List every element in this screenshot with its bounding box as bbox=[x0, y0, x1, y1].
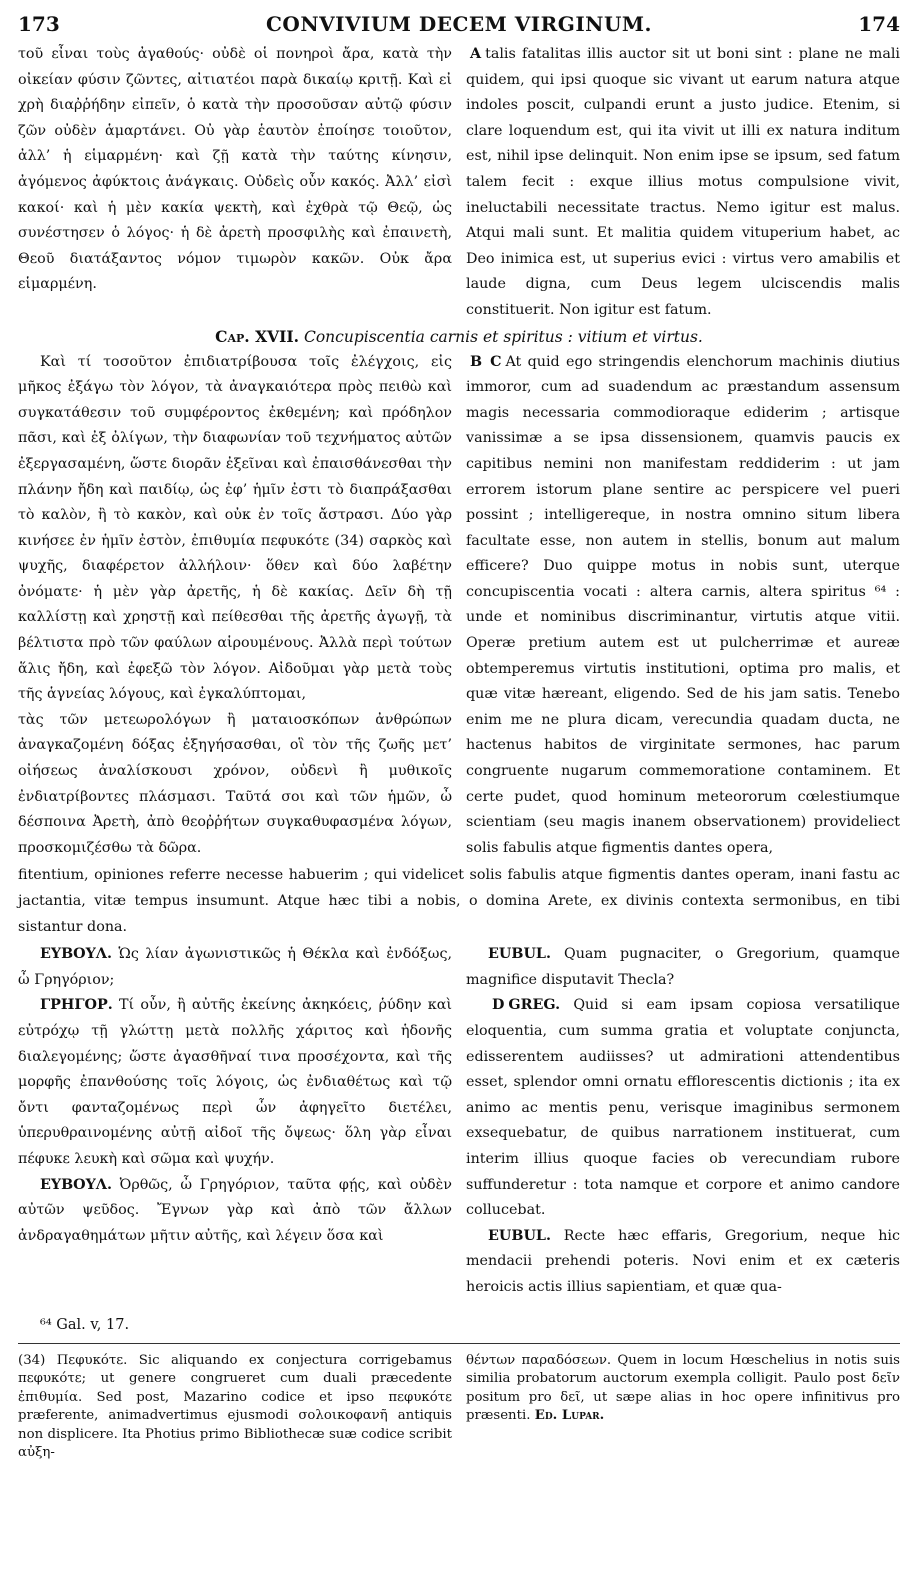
chapter-title: Concupiscentia carnis et spiritus : vitium et virtus. bbox=[303, 327, 703, 346]
latin-speech-2 bbox=[466, 993, 900, 1223]
dialogue-section bbox=[18, 942, 900, 1300]
speaker-label: EUBUL. bbox=[488, 1227, 551, 1244]
latin-speech-1 bbox=[466, 942, 900, 993]
footnote-right-text: θέντων παραδόσεων. Quem in locum Hœschelius in notis suis similia probatorum auctorum exempla colligit. Paulo post δεῖν positum pro δεῖ, ut sæpe alias in hoc opere infinitivus pro præsenti. bbox=[466, 1352, 900, 1423]
latin-text: talis fatalitas illis auctor sit ut boni sint : plane ne mali quidem, qui ipsi quoque sic vivant ut earum natura atque indoles poscit, culpandi erunt a justo judice. Etenim, si clare loquendum est, qui ita vivit ut illi ex natura inditum est, nihil ipse delinquit. Non enim ipse se ipsum, sed fatum talem fecit : exque illius motus compulsione vivit, ineluctabili necessitate tractus. Nemo igitur est malus. Atqui mali sunt. Et malitia quidem vituperium habet, ac Deo inimica est, ut superius evici : virtus vero amabilis et laude digna, cum Deus legem ulciscendis malis constituerit. Non igitur est fatum. bbox=[466, 46, 900, 318]
latin-paragraph bbox=[466, 42, 900, 324]
section-marker-c: C bbox=[490, 353, 502, 370]
greek-speech-1 bbox=[18, 942, 452, 993]
speech-text: Recte hæc effaris, Gregorium, neque hic mendacii prehendi poteris. Novi enim et ex cæteris heroicis actis illius sapientiam, et quæ qua- bbox=[466, 1227, 900, 1295]
greek-column-top bbox=[18, 42, 452, 324]
speech-text: Quam pugnaciter, o Gregorium, quamque magnifice disputavit Thecla? bbox=[466, 946, 900, 988]
greek-column-mid bbox=[18, 350, 452, 862]
greek-paragraph: τοῦ εἶναι τοὺς ἀγαθούς· οὐδὲ οἱ πονηροὶ ἄρα, κατὰ τὴν οἰκείαν φύσιν ζῶντες, αἰτιατέοι παρὰ δικαίῳ κριτῇ. Καὶ εἰ χρὴ διαῤῥήδην εἰπεῖν, ὁ κατὰ τὴν προσοῦσαν αὐτῷ φύσιν ζῶν οὐδὲν ἁμαρτάνει. Οὐ γὰρ ἑαυτὸν ἐποίησε τοιοῦτον, ἀλλ’ ἡ εἱμαρμένη· καὶ ζῇ κατὰ τὴν ταύτης κίνησιν, ἀγόμενος ἀφύκτοις ἀνάγκαις. Οὐδεὶς οὖν κακός. Ἀλλ’ εἰσὶ κακοί· καὶ ἡ μὲν κακία ψεκτὴ, καὶ ἐχθρὰ τῷ Θεῷ, ὡς συνέστησεν ὁ λόγος· ἡ δὲ ἀρετὴ προσφιλὴς καὶ ἐπαινετὴ, Θεοῦ διατάξαντος νόμον τιμωρὸν κακῶν. Οὐκ ἄρα εἱμαρμένη. bbox=[18, 46, 452, 293]
footnotes bbox=[18, 1343, 900, 1463]
speaker-label: GREG. bbox=[508, 997, 561, 1014]
full-width-continuation: fitentium, opiniones referre necesse habuerim ; qui videlicet solis fabulis atque figmentis dantes operam, inani fastu ac jactantia, vitæ tempus insumunt. Atque hæc tibi a nobis, o domina Arete, ex divinis contexta sermonibus, en tibi sistantur dona. bbox=[18, 867, 900, 935]
latin-dialogue bbox=[466, 942, 900, 1300]
greek-paragraph-b: Καὶ τί τοσοῦτον ἐπιδιατρίβουσα τοῖς ἐλέγχοις, εἰς μῆκος ἐξάγω τὸν λόγον, τὰ ἀναγκαιότερα πρὸς πειθὼ καὶ συγκατάθεσιν τοῦ συμφέροντος ἐκθεμένη; καὶ πρόδηλον πᾶσι, καὶ ἐξ ὀλίγων, τὴν διαφωνίαν τοῦ τεχνήματος αὐτῶν ἐξεργασαμένη, ὥστε διορᾶν ἐξεῖναι καὶ ἐπαισθάνεσθαι τὴν πλάνην ἤδη καὶ παιδίῳ, ὡς ἐφ’ ἡμῖν ἐστι τὸ διαπράξασθαι τὸ καλὸν, ἢ τὸ κακὸν, καὶ οὐκ ἐν τοῖς ἄστρασι. Δύο γὰρ κινήσεε ἐν ἡμῖν ἐστὸν, ἐπιθυμία πεφυκότε (34) σαρκὸς καὶ ψυχῆς, διαφέρετον ἀλλήλοιν· ὅθεν καὶ δύο λαβέτην ὀνόματε· ἡ μὲν γὰρ ἀρετῆς, ἡ δὲ κακίας. Δεῖν δὴ τῇ καλλίστῃ καὶ χρηστῇ καὶ πείθεσθαι τῆς ἀρετῆς ἀγωγῇ, τὰ βέλτιστα πρὸ τῶν φαύλων αἱρουμένους. Ἀλλὰ περὶ τούτων ἅλις ἤδη, καὶ ἐφεξῶ τὸν λόγον. Αἰδοῦμαι γὰρ μετὰ τοὺς τῆς ἁγνείας λόγους, καὶ ἐγκαλύπτομαι, bbox=[18, 353, 452, 703]
middle-section bbox=[18, 350, 900, 862]
speech-text: Quid si eam ipsam copiosa versatilique eloquentia, cum summa gratia et voluptate conjuncta, edisserentem audiisses? ut admirationi attendentibus esset, splendor omni ornatu efflorescentis dictionis ; ita ex animo ac mentis penu, verisque imaginibus sermonem exsequebatur, de quibus narrationem instituerat, cum interim illius quoque facies ob verecundiam rubore suffunderetur : tota namque et corpore et animo candore collucebat. bbox=[466, 997, 901, 1219]
top-section bbox=[18, 42, 900, 324]
speech-text: Τί οὖν, ἢ αὐτῆς ἐκείνης ἀκηκόεις, ῥύδην καὶ εὐτρόχῳ τῇ γλώττῃ μετὰ πολλῆς χάριτος καὶ ἡδονῆς διαλεγομένης; ὥστε ἀγασθῆναί τινα προσέχοντα, καὶ τῆς μορφῆς ἐπανθούσης τοῖς λόγοις, ὡς ἐνδιαθέτως καὶ τῷ ὄντι φανταζομένως περὶ ὧν ἀφηγεῖτο διετέλει, ὑπερυθραινομένης αὐτῇ αἰδοῖ τῆς ὄψεως· ὅλη γὰρ εἶναι πέφυκε λευκὴ καὶ σῶμα καὶ ψυχήν. bbox=[18, 997, 452, 1167]
running-header bbox=[18, 12, 900, 36]
speaker-label: ΕΥΒΟΥΛ. bbox=[40, 946, 112, 963]
footnote-reference: ⁶⁴ Gal. v, 17. bbox=[40, 1316, 130, 1333]
chapter-heading bbox=[18, 327, 900, 346]
latin-paragraph-mid bbox=[466, 350, 900, 862]
footnote-left: (34) Πεφυκότε. Sic aliquando ex conjectura corrigebamus πεφυκότε; ut genere congrueret cum duali præcedente ἐπιθυμία. Sed post, Mazarino codice et ipso πεφυκότε præferente, animadvertimus ejusmodi σολοικοφανῆ antiquis non displicere. Ita Photius primo Bibliothecæ suæ codice scribit αὐξη- bbox=[18, 1352, 452, 1460]
footnote-right bbox=[466, 1352, 900, 1463]
speaker-label: ΕΥΒΟΥΛ. bbox=[40, 1176, 112, 1193]
greek-speech-3 bbox=[18, 1173, 452, 1250]
latin-speech-3 bbox=[466, 1224, 900, 1301]
page bbox=[18, 12, 900, 1463]
editor-signature: Ed. Lupar. bbox=[534, 1408, 605, 1423]
left-page-number: 173 bbox=[18, 12, 60, 36]
latin-column-top bbox=[466, 42, 900, 324]
right-page-number: 174 bbox=[858, 12, 900, 36]
speaker-label: ΓΡΗΓΟΡ. bbox=[40, 997, 113, 1014]
section-marker-a: A bbox=[470, 46, 482, 62]
greek-dialogue bbox=[18, 942, 452, 1300]
section-marker-b: B bbox=[470, 353, 483, 370]
speaker-label: EUBUL. bbox=[488, 946, 551, 963]
speech-text: Ὀρθῶς, ὦ Γρηγόριον, ταῦτα φῄς, καὶ οὐδὲν αὐτῶν ψεῦδος. Ἔγνων γὰρ καὶ ἀπὸ τῶν ἄλλων ἀνδραγαθημάτων μῆτιν αὐτῆς, καὶ λέγειν ὅσα καὶ bbox=[18, 1176, 453, 1244]
latin-column-mid bbox=[466, 350, 900, 862]
section-marker-d: D bbox=[492, 997, 505, 1014]
greek-speech-2 bbox=[18, 993, 452, 1172]
greek-paragraph-c: τὰς τῶν μετεωρολόγων ἢ ματαιοσκόπων ἀνθρώπων ἀναγκαζομένη δόξας ἐξηγήσασθαι, οἳ τὸν τῆς ζωῆς μετ’ οἰήσεως ἀναλίσκουσι χρόνον, οὐδενὶ ἢ μυθικοῖς ἐνδιατρίβοντες πλάσμασι. Ταῦτά σοι καὶ τῶν ἡμῶν, ὦ δέσποινα Ἀρετὴ, ἀπὸ θεοῤῥήτων συγκαθυφασμένα λόγων, προσκομιζέσθω τὰ δῶρα. bbox=[18, 711, 452, 856]
speech-text: Ὡς λίαν ἀγωνιστικῶς ἡ Θέκλα καὶ ἐνδόξως, ὦ Γρηγόριον; bbox=[18, 946, 452, 988]
latin-text-mid: At quid ego stringendis elenchorum machinis diutius immoror, cum ad suadendum ac præstandum assensum magis necessaria commodioraque ediderim ; artisque vanissimæ a se ipsa dissensionem, quamvis paucis ex capitibus nemini non manifestam reddiderim : ut jam errorem istorum plane sentire ac perspicere vel pueri possint ; intelligereque, in nostra omnino situm libera facultate esse, non autem in stellis, bonum aut malum efficere? Duo quippe motus in nobis sunt, uterque concupiscentia vocati : altera carnis, altera spiritus ⁶⁴ : unde et nominibus discriminantur, virtutis atque vitii. Operæ pretium autem est ut pulcherrimæ et aureæ obtemperemus virtutis institutioni, optima pro malis, et quæ vitæ hæreant, eligendo. Sed de his jam satis. Tenebo enim me ne plura dicam, verecundia quadam ducta, ne hactenus habitos de virginitate sermones, hac parum congruente nugarum commemoratione contaminem. Et certe pudet, quod hominum meteororum cœlestiumque scientiam (seu magis inanem observationem) provideliect solis fabulis atque figmentis dantes opera, bbox=[466, 353, 900, 856]
chapter-number: Cap. XVII. bbox=[215, 326, 300, 346]
running-title: CONVIVIUM DECEM VIRGINUM. bbox=[265, 12, 652, 36]
